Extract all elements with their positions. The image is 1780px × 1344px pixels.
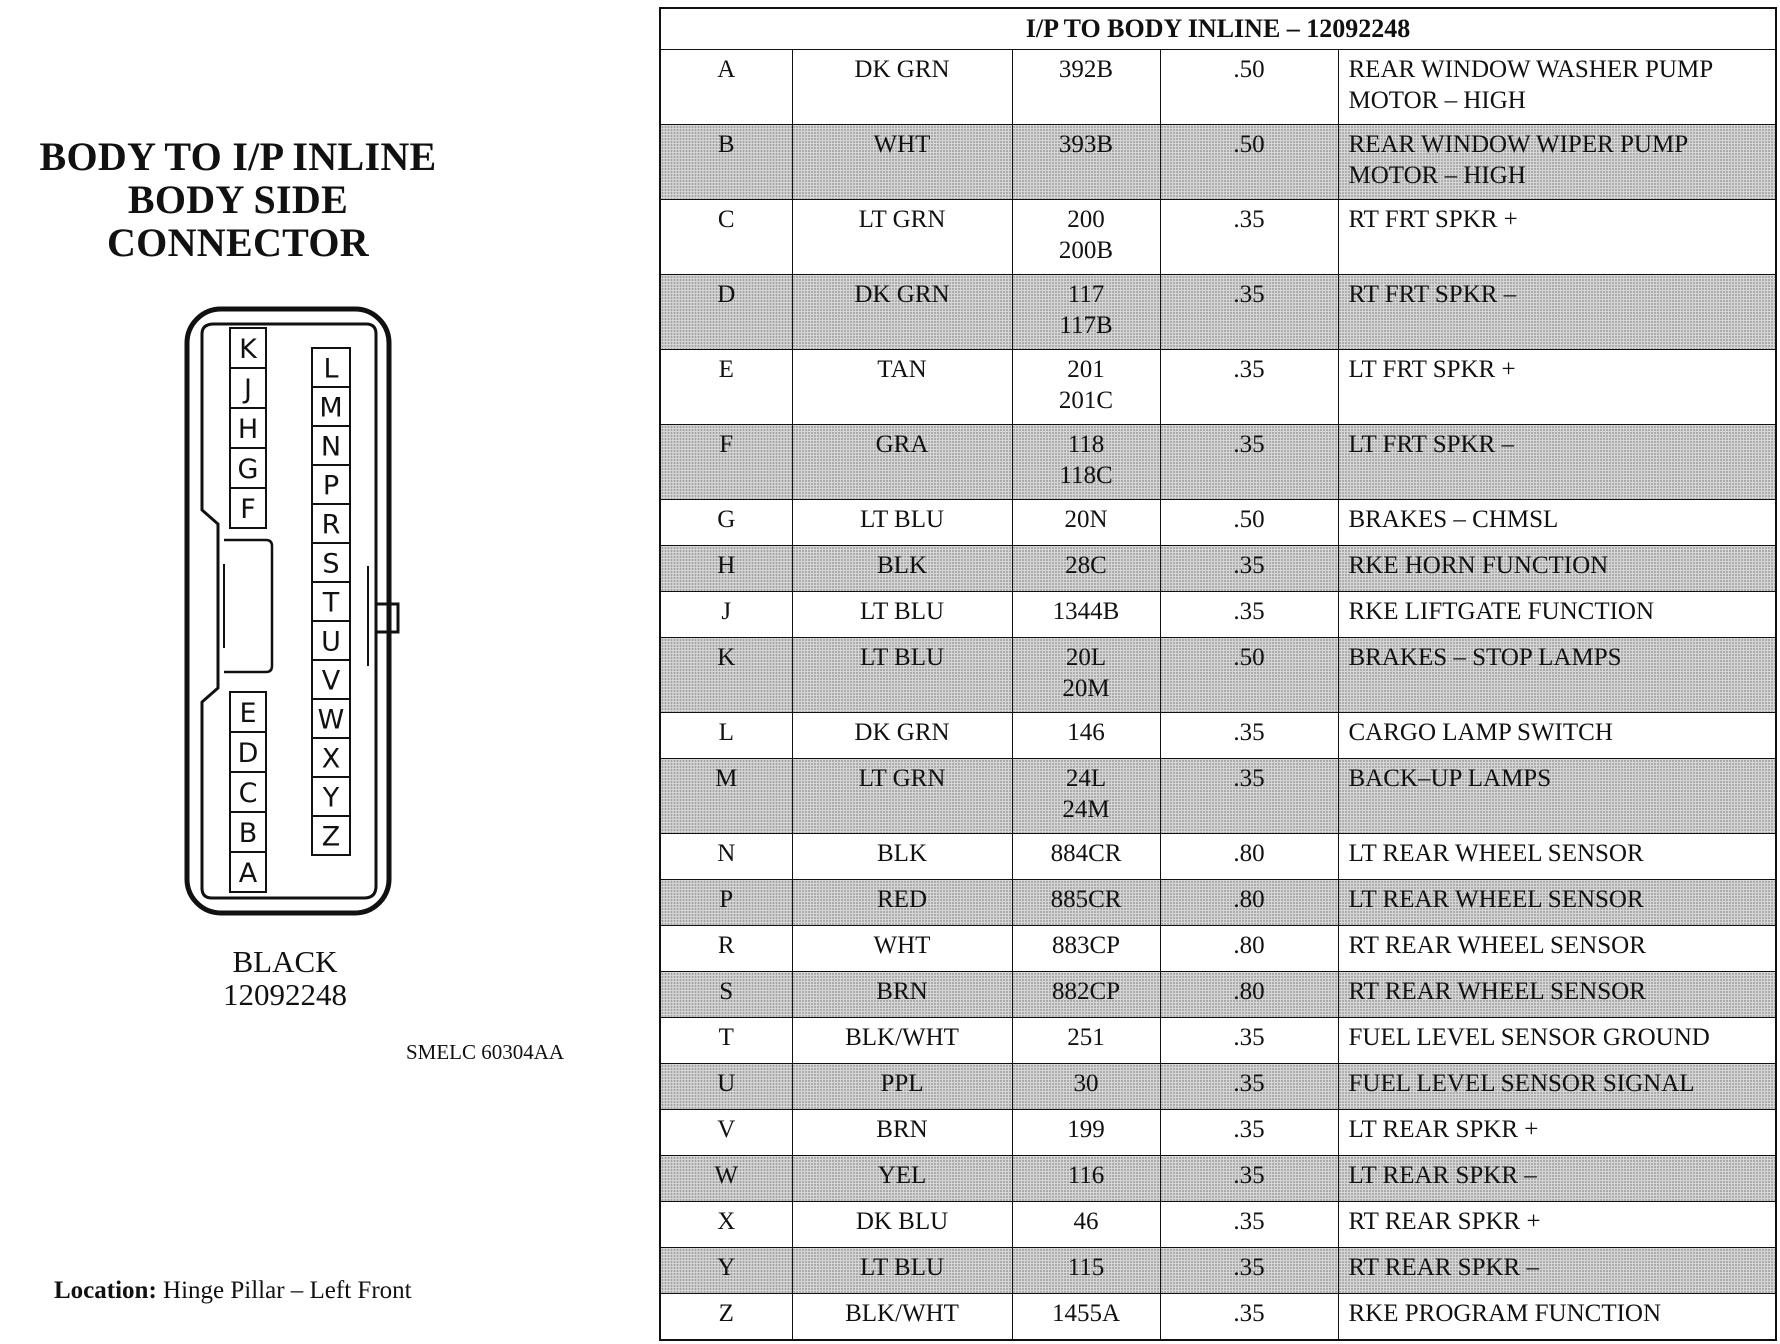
connector-key-slot bbox=[224, 540, 272, 672]
pin-row-u bbox=[660, 1064, 1776, 1110]
wire-size-cell: .80 bbox=[1160, 834, 1338, 880]
function-cell: BRAKES – STOP LAMPS bbox=[1338, 638, 1776, 713]
pin-label-f: F bbox=[240, 494, 256, 525]
wire-size-cell: .80 bbox=[1160, 926, 1338, 972]
circuit-cell bbox=[1012, 275, 1160, 350]
wire-color-cell: WHT bbox=[792, 926, 1012, 972]
pin-row-m bbox=[660, 759, 1776, 834]
function-cell: LT REAR WHEEL SENSOR bbox=[1338, 880, 1776, 926]
pin-cell: Z bbox=[660, 1294, 792, 1341]
wire-color-cell: WHT bbox=[792, 125, 1012, 200]
function-cell: RT REAR WHEEL SENSOR bbox=[1338, 972, 1776, 1018]
circuit-cell bbox=[1012, 1018, 1160, 1064]
wire-color-cell: DK GRN bbox=[792, 275, 1012, 350]
wire-size-cell: .35 bbox=[1160, 1248, 1338, 1294]
circuit-number: 883CP bbox=[1051, 932, 1121, 959]
circuit-cell bbox=[1012, 500, 1160, 546]
pin-row-j bbox=[660, 592, 1776, 638]
circuit-number: 251 bbox=[1067, 1024, 1105, 1051]
wire-size-cell: .80 bbox=[1160, 880, 1338, 926]
pin-cell: P bbox=[660, 880, 792, 926]
function-cell: REAR WINDOW WASHER PUMP MOTOR – HIGH bbox=[1338, 50, 1776, 125]
circuit-cell bbox=[1012, 1156, 1160, 1202]
pin-row-g bbox=[660, 500, 1776, 546]
wire-size-cell: .35 bbox=[1160, 1294, 1338, 1341]
function-cell: RKE HORN FUNCTION bbox=[1338, 546, 1776, 592]
wire-color-cell: BRN bbox=[792, 1110, 1012, 1156]
circuit-cell bbox=[1012, 350, 1160, 425]
function-cell: BRAKES – CHMSL bbox=[1338, 500, 1776, 546]
pin-label-c: C bbox=[238, 778, 258, 809]
wire-size-cell: .35 bbox=[1160, 425, 1338, 500]
function-cell: RKE LIFTGATE FUNCTION bbox=[1338, 592, 1776, 638]
function-cell: LT REAR WHEEL SENSOR bbox=[1338, 834, 1776, 880]
pin-cell: N bbox=[660, 834, 792, 880]
pin-label-y: Y bbox=[322, 782, 340, 814]
pin-cell: Y bbox=[660, 1248, 792, 1294]
connector-title-line-2: BODY SIDE CONNECTOR bbox=[107, 177, 369, 265]
wire-color-cell: RED bbox=[792, 880, 1012, 926]
pin-row-t bbox=[660, 1018, 1776, 1064]
pin-cell: R bbox=[660, 926, 792, 972]
pin-label-z: Z bbox=[321, 821, 341, 853]
wire-color-cell: LT BLU bbox=[792, 1248, 1012, 1294]
function-cell: CARGO LAMP SWITCH bbox=[1338, 713, 1776, 759]
circuit-number: 201C bbox=[1058, 387, 1114, 414]
wire-size-cell: .35 bbox=[1160, 713, 1338, 759]
wire-size-cell: .50 bbox=[1160, 500, 1338, 546]
circuit-number: 1344B bbox=[1052, 598, 1120, 625]
pin-row-w bbox=[660, 1156, 1776, 1202]
circuit-number: 882CP bbox=[1051, 978, 1121, 1005]
circuit-number: 117B bbox=[1059, 312, 1113, 339]
function-cell: LT FRT SPKR – bbox=[1338, 425, 1776, 500]
circuit-number: 200 bbox=[1067, 206, 1105, 233]
circuit-number: 28C bbox=[1065, 552, 1107, 579]
circuit-cell bbox=[1012, 834, 1160, 880]
wire-size-cell: .35 bbox=[1160, 759, 1338, 834]
pin-row-z bbox=[660, 1294, 1776, 1341]
pin-cell: A bbox=[660, 50, 792, 125]
wire-size-cell: .35 bbox=[1160, 546, 1338, 592]
wire-color-cell: DK GRN bbox=[792, 50, 1012, 125]
wire-color-cell: GRA bbox=[792, 425, 1012, 500]
circuit-number: 884CR bbox=[1050, 840, 1122, 867]
circuit-cell bbox=[1012, 1202, 1160, 1248]
pin-cell: U bbox=[660, 1064, 792, 1110]
pin-cell: M bbox=[660, 759, 792, 834]
pin-cell: T bbox=[660, 1018, 792, 1064]
wire-color-cell: LT GRN bbox=[792, 200, 1012, 275]
circuit-cell bbox=[1012, 1248, 1160, 1294]
wire-color-cell: TAN bbox=[792, 350, 1012, 425]
pin-row-f bbox=[660, 425, 1776, 500]
wire-color-cell: BLK bbox=[792, 834, 1012, 880]
pin-label-m: M bbox=[319, 392, 343, 424]
connector-color: BLACK bbox=[232, 944, 338, 979]
pin-cell: H bbox=[660, 546, 792, 592]
wire-color-cell: YEL bbox=[792, 1156, 1012, 1202]
pin-label-h: H bbox=[237, 414, 259, 445]
function-cell: RT FRT SPKR + bbox=[1338, 200, 1776, 275]
wire-color-cell: BLK bbox=[792, 546, 1012, 592]
pin-row-y bbox=[660, 1248, 1776, 1294]
circuit-cell bbox=[1012, 880, 1160, 926]
wire-color-cell: DK GRN bbox=[792, 713, 1012, 759]
pin-row-v bbox=[660, 1110, 1776, 1156]
wire-size-cell: .80 bbox=[1160, 972, 1338, 1018]
wire-size-cell: .35 bbox=[1160, 1064, 1338, 1110]
circuit-cell bbox=[1012, 972, 1160, 1018]
circuit-number: 118 bbox=[1067, 431, 1105, 458]
pin-cell: L bbox=[660, 713, 792, 759]
circuit-cell bbox=[1012, 200, 1160, 275]
pin-row-r bbox=[660, 926, 1776, 972]
connector-face-diagram bbox=[180, 306, 410, 916]
wire-size-cell: .35 bbox=[1160, 200, 1338, 275]
pin-row-e bbox=[660, 350, 1776, 425]
wire-size-cell: .35 bbox=[1160, 592, 1338, 638]
circuit-number: 115 bbox=[1067, 1254, 1105, 1281]
function-cell: RT REAR SPKR + bbox=[1338, 1202, 1776, 1248]
circuit-cell bbox=[1012, 1110, 1160, 1156]
circuit-cell bbox=[1012, 759, 1160, 834]
circuit-number: 30 bbox=[1073, 1070, 1099, 1097]
circuit-cell bbox=[1012, 1064, 1160, 1110]
wire-size-cell: .35 bbox=[1160, 1018, 1338, 1064]
pin-cell: B bbox=[660, 125, 792, 200]
pin-cell: W bbox=[660, 1156, 792, 1202]
pin-row-p bbox=[660, 880, 1776, 926]
connector-title-line-1: BODY TO I/P INLINE bbox=[39, 134, 437, 179]
pin-label-a: A bbox=[238, 858, 258, 889]
function-cell: REAR WINDOW WIPER PUMP MOTOR – HIGH bbox=[1338, 125, 1776, 200]
pin-row-d bbox=[660, 275, 1776, 350]
circuit-cell bbox=[1012, 125, 1160, 200]
circuit-cell bbox=[1012, 1294, 1160, 1341]
wire-size-cell: .50 bbox=[1160, 638, 1338, 713]
circuit-cell bbox=[1012, 546, 1160, 592]
circuit-number: 199 bbox=[1067, 1116, 1105, 1143]
function-cell: RT REAR WHEEL SENSOR bbox=[1338, 926, 1776, 972]
wire-color-cell: LT BLU bbox=[792, 592, 1012, 638]
wire-color-cell: LT BLU bbox=[792, 638, 1012, 713]
pin-label-b: B bbox=[238, 818, 258, 849]
function-cell: LT FRT SPKR + bbox=[1338, 350, 1776, 425]
pin-cell: D bbox=[660, 275, 792, 350]
pin-row-l bbox=[660, 713, 1776, 759]
pin-label-p: P bbox=[322, 470, 340, 502]
circuit-cell bbox=[1012, 926, 1160, 972]
pin-label-l: L bbox=[323, 353, 339, 385]
pin-cell: S bbox=[660, 972, 792, 1018]
wire-size-cell: .50 bbox=[1160, 50, 1338, 125]
wire-color-cell: LT GRN bbox=[792, 759, 1012, 834]
location-value: Hinge Pillar – Left Front bbox=[163, 1277, 412, 1304]
location-label: Location: bbox=[54, 1277, 157, 1304]
wire-size-cell: .35 bbox=[1160, 1156, 1338, 1202]
wire-color-cell: DK BLU bbox=[792, 1202, 1012, 1248]
wire-size-cell: .35 bbox=[1160, 1110, 1338, 1156]
connector-label bbox=[190, 945, 380, 1011]
function-cell: BACK–UP LAMPS bbox=[1338, 759, 1776, 834]
function-cell: LT REAR SPKR – bbox=[1338, 1156, 1776, 1202]
function-cell: RKE PROGRAM FUNCTION bbox=[1338, 1294, 1776, 1341]
pin-row-c bbox=[660, 200, 1776, 275]
pin-cell: C bbox=[660, 200, 792, 275]
circuit-number: 20M bbox=[1062, 675, 1110, 702]
circuit-cell bbox=[1012, 425, 1160, 500]
pin-label-s: S bbox=[322, 548, 340, 580]
circuit-cell bbox=[1012, 592, 1160, 638]
pin-row-h bbox=[660, 546, 1776, 592]
wire-color-cell: PPL bbox=[792, 1064, 1012, 1110]
pin-label-u: U bbox=[321, 626, 341, 658]
pin-cell: E bbox=[660, 350, 792, 425]
wire-color-cell: BRN bbox=[792, 972, 1012, 1018]
pin-label-n: N bbox=[320, 431, 342, 463]
pin-label-k: K bbox=[239, 334, 257, 365]
pin-cell: X bbox=[660, 1202, 792, 1248]
pin-cell: G bbox=[660, 500, 792, 546]
wire-size-cell: .35 bbox=[1160, 1202, 1338, 1248]
circuit-number: 392B bbox=[1058, 56, 1114, 83]
reference-code: SMELC 60304AA bbox=[406, 1040, 565, 1064]
pin-row-x bbox=[660, 1202, 1776, 1248]
pin-row-a bbox=[660, 50, 1776, 125]
wire-color-cell: BLK/WHT bbox=[792, 1294, 1012, 1341]
wire-size-cell: .35 bbox=[1160, 350, 1338, 425]
circuit-number: 200B bbox=[1058, 237, 1114, 264]
pin-label-t: T bbox=[322, 587, 340, 619]
pin-cell: V bbox=[660, 1110, 792, 1156]
wire-size-cell: .35 bbox=[1160, 275, 1338, 350]
circuit-number: 1455A bbox=[1051, 1300, 1121, 1327]
pin-label-d: D bbox=[237, 738, 259, 769]
pin-label-r: R bbox=[321, 509, 341, 541]
circuit-number: 20L bbox=[1065, 644, 1107, 671]
pin-cell: K bbox=[660, 638, 792, 713]
pin-row-s bbox=[660, 972, 1776, 1018]
circuit-number: 393B bbox=[1058, 131, 1114, 158]
connector-part-number: 12092248 bbox=[223, 977, 347, 1012]
circuit-number: 146 bbox=[1067, 719, 1105, 746]
circuit-number: 46 bbox=[1073, 1208, 1099, 1235]
circuit-number: 117 bbox=[1067, 281, 1105, 308]
circuit-number: 885CR bbox=[1050, 886, 1122, 913]
pin-label-e: E bbox=[239, 698, 257, 729]
circuit-number: 24L bbox=[1065, 765, 1107, 792]
function-cell: FUEL LEVEL SENSOR SIGNAL bbox=[1338, 1064, 1776, 1110]
pin-row-b bbox=[660, 125, 1776, 200]
pinout-table bbox=[659, 7, 1777, 1341]
circuit-cell bbox=[1012, 638, 1160, 713]
function-cell: RT FRT SPKR – bbox=[1338, 275, 1776, 350]
pin-label-w: W bbox=[317, 704, 345, 736]
circuit-number: 118C bbox=[1059, 462, 1113, 489]
pin-label-j: J bbox=[244, 374, 252, 405]
circuit-number: 24M bbox=[1062, 796, 1110, 823]
pin-row-k bbox=[660, 638, 1776, 713]
wire-color-cell: LT BLU bbox=[792, 500, 1012, 546]
pin-row-n bbox=[660, 834, 1776, 880]
location-line bbox=[54, 1277, 412, 1305]
pin-label-v: V bbox=[321, 665, 341, 697]
pin-label-g: G bbox=[237, 454, 259, 485]
wire-color-cell: BLK/WHT bbox=[792, 1018, 1012, 1064]
wire-size-cell: .50 bbox=[1160, 125, 1338, 200]
connector-title bbox=[0, 135, 476, 264]
function-cell: RT REAR SPKR – bbox=[1338, 1248, 1776, 1294]
circuit-number: 20N bbox=[1064, 506, 1108, 533]
circuit-number: 116 bbox=[1067, 1162, 1105, 1189]
pin-cell: J bbox=[660, 592, 792, 638]
circuit-number: 201 bbox=[1067, 356, 1105, 383]
circuit-cell bbox=[1012, 50, 1160, 125]
pin-label-x: X bbox=[321, 743, 341, 775]
table-title: I/P TO BODY INLINE – 12092248 bbox=[660, 8, 1776, 50]
pin-cell: F bbox=[660, 425, 792, 500]
function-cell: FUEL LEVEL SENSOR GROUND bbox=[1338, 1018, 1776, 1064]
circuit-cell bbox=[1012, 713, 1160, 759]
function-cell: LT REAR SPKR + bbox=[1338, 1110, 1776, 1156]
